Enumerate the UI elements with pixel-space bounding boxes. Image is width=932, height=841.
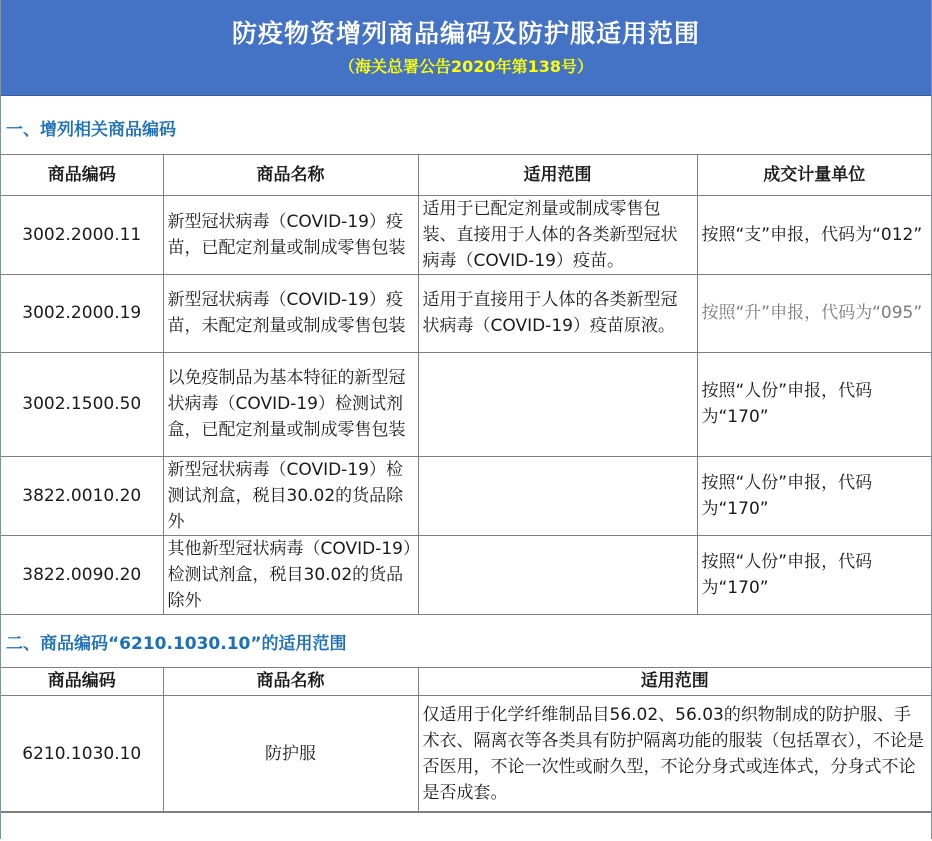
- column-header-code: 商品编码: [1, 668, 163, 696]
- document-header: [1, 0, 931, 96]
- column-header-scope: 适用范围: [418, 155, 697, 195]
- table-row: [1, 274, 931, 352]
- table-header-row: [1, 155, 931, 195]
- cell-code: 3002.2000.19: [1, 274, 163, 352]
- cell-name: 新型冠状病毒（COVID-19）检测试剂盒，税目30.02的货品除外: [163, 456, 418, 535]
- cell-code: 3002.2000.11: [1, 195, 163, 274]
- section1-table: [1, 155, 931, 615]
- cell-unit: 按照“支”申报，代码为“012”: [697, 195, 931, 274]
- table-row: [1, 696, 931, 812]
- document-subtitle: （海关总署公告2020年第138号）: [339, 57, 593, 76]
- cell-scope: 适用于已配定剂量或制成零售包装、直接用于人体的各类新型冠状病毒（COVID-19）疫苗。: [418, 195, 697, 274]
- cell-scope: [418, 352, 697, 456]
- table-row: [1, 352, 931, 456]
- document-title: 防疫物资增列商品编码及防护服适用范围: [231, 19, 700, 48]
- column-header-scope: 适用范围: [418, 668, 931, 696]
- cell-name: 新型冠状病毒（COVID-19）疫苗，已配定剂量或制成零售包装: [163, 195, 418, 274]
- cell-scope: [418, 456, 697, 535]
- table-row: [1, 456, 931, 535]
- table-header-row: [1, 668, 931, 696]
- cell-name: 以免疫制品为基本特征的新型冠状病毒（COVID-19）检测试剂盒，已配定剂量或制成零售包装: [163, 352, 418, 456]
- column-header-unit: 成交计量单位: [697, 155, 931, 195]
- cell-unit: 按照“升”申报，代码为“095”: [697, 274, 931, 352]
- cell-unit: 按照“人份”申报，代码为“170”: [697, 535, 931, 614]
- table-row: [1, 535, 931, 614]
- cell-scope: [418, 535, 697, 614]
- section2-table: [1, 668, 931, 813]
- bottom-strip: [1, 812, 931, 841]
- cell-scope: 仅适用于化学纤维制品目56.02、56.03的织物制成的防护服、手术衣、隔离衣等各类具有防护隔离功能的服装（包括罩衣），不论是否医用，不论一次性或耐久型，不论分身式或连体式，分身式不论是否成套。: [418, 696, 931, 812]
- cell-name: 防护服: [163, 696, 418, 812]
- cell-code: 3002.1500.50: [1, 352, 163, 456]
- section1-title: 一、增列相关商品编码: [1, 96, 931, 155]
- cell-code: 3822.0090.20: [1, 535, 163, 614]
- cell-name: 新型冠状病毒（COVID-19）疫苗，未配定剂量或制成零售包装: [163, 274, 418, 352]
- cell-unit: 按照“人份”申报，代码为“170”: [697, 456, 931, 535]
- column-header-name: 商品名称: [163, 668, 418, 696]
- table-row: [1, 195, 931, 274]
- cell-unit: 按照“人份”申报，代码为“170”: [697, 352, 931, 456]
- cell-scope: 适用于直接用于人体的各类新型冠状病毒（COVID-19）疫苗原液。: [418, 274, 697, 352]
- cell-code: 6210.1030.10: [1, 696, 163, 812]
- section2-title: 二、商品编码“6210.1030.10”的适用范围: [1, 615, 931, 668]
- column-header-code: 商品编码: [1, 155, 163, 195]
- cell-name: 其他新型冠状病毒（COVID-19）检测试剂盒，税目30.02的货品除外: [163, 535, 418, 614]
- cell-code: 3822.0010.20: [1, 456, 163, 535]
- column-header-name: 商品名称: [163, 155, 418, 195]
